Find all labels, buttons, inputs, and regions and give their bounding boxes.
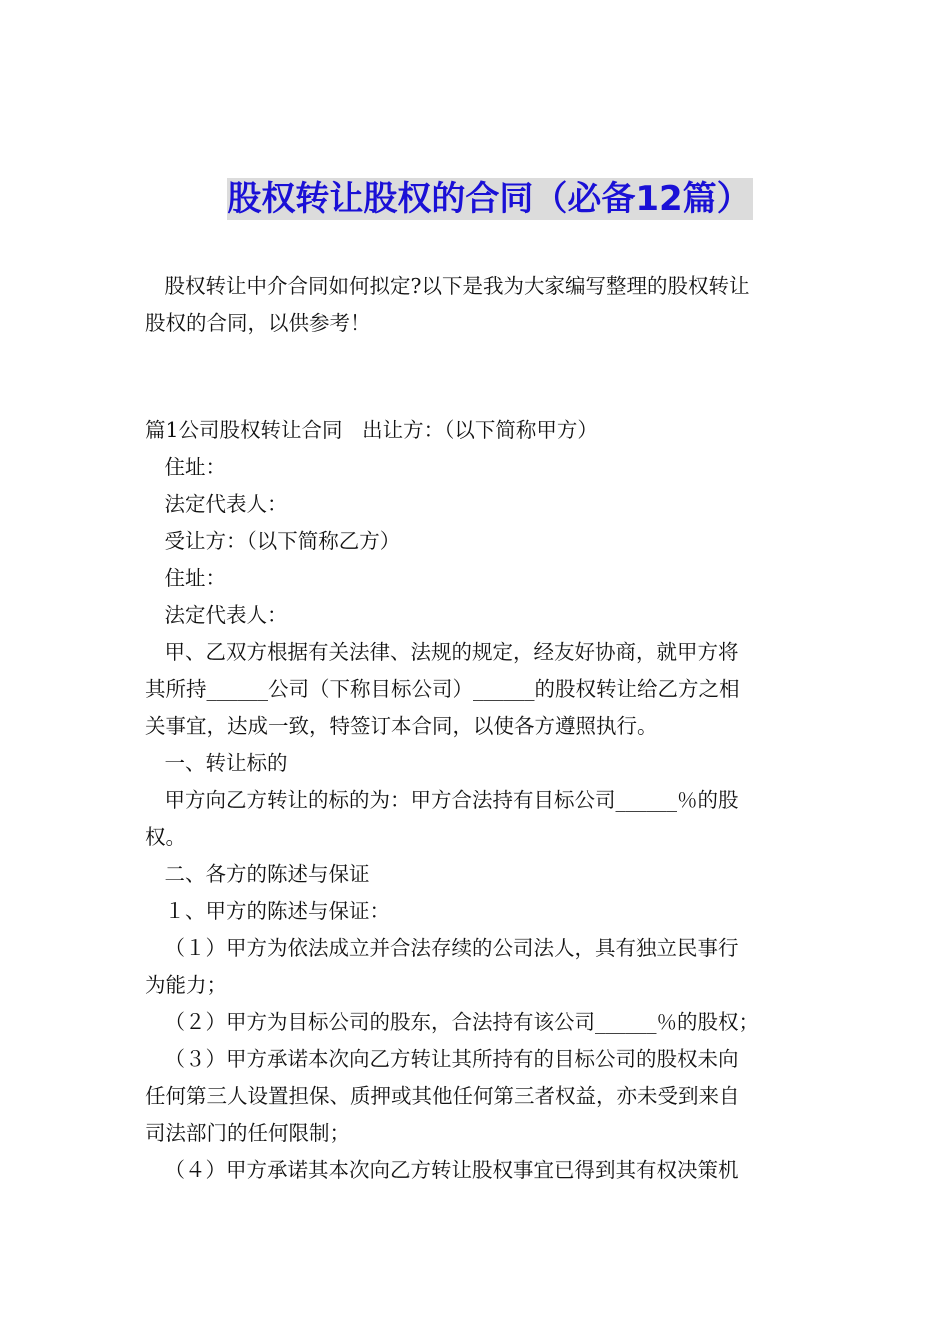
contract-body [145,412,807,1189]
body-line: 权。 [145,825,186,849]
body-line: 甲、乙双方根据有关法律、法规的规定，经友好协商，就甲方将 [145,640,739,664]
body-line: 其所持______公司（下称目标公司）______的股权转让给乙方之相 [145,677,740,701]
body-line: １、甲方的陈述与保证： [145,899,391,923]
body-line: 受让方：（以下简称乙方） [145,529,401,553]
intro-line: 股权的合同，以供参考！ [145,311,371,335]
body-line: 二、各方的陈述与保证 [145,862,370,886]
title-container [0,178,950,220]
body-line: 住址： [145,566,227,590]
body-line: 篇1公司股权转让合同 出让方：（以下简称甲方） [145,418,598,442]
body-line: 司法部门的任何限制； [145,1121,350,1145]
body-line: 法定代表人： [145,492,288,516]
body-line: （３）甲方承诺本次向乙方转让其所持有的目标公司的股权未向 [145,1047,739,1071]
body-line: 为能力； [145,973,227,997]
body-line: （２）甲方为目标公司的股东，合法持有该公司______％的股权； [145,1010,760,1034]
body-line: 甲方向乙方转让的标的为：甲方合法持有目标公司______％的股 [145,788,739,812]
body-line: 法定代表人： [145,603,288,627]
body-line: 一、转让标的 [145,751,288,775]
intro-line: 股权转让中介合同如何拟定?以下是我为大家编写整理的股权转让 [145,274,750,298]
body-line: 关事宜，达成一致，特签订本合同，以使各方遵照执行。 [145,714,658,738]
document-title: 股权转让股权的合同（必备12篇） [227,179,751,219]
body-line: （１）甲方为依法成立并合法存续的公司法人，具有独立民事行 [145,936,739,960]
body-line: 任何第三人设置担保、质押或其他任何第三者权益，亦未受到来自 [145,1084,740,1108]
body-line: （４）甲方承诺其本次向乙方转让股权事宜已得到其有权决策机 [145,1158,739,1182]
intro-paragraph [145,268,807,342]
body-line: 住址： [145,455,227,479]
